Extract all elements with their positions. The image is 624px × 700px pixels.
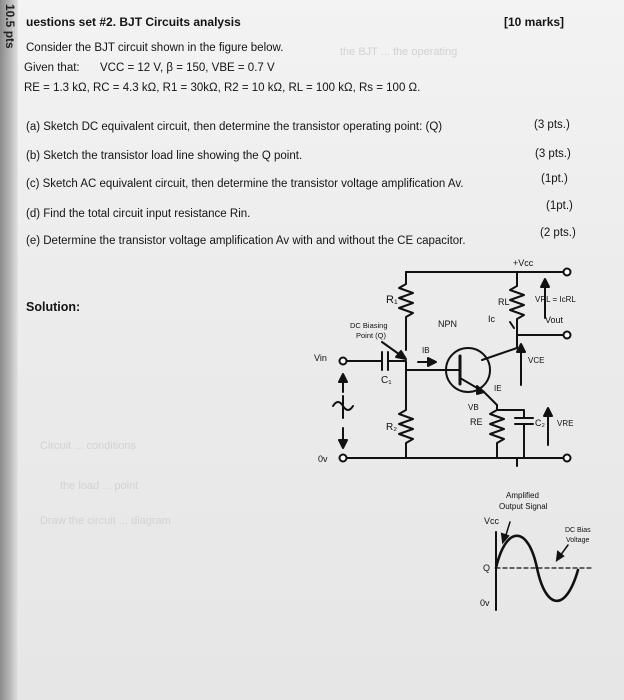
total-marks: [10 marks]	[504, 15, 565, 29]
waveform-q-label: Q	[483, 563, 491, 573]
ov-label: 0v	[318, 454, 328, 464]
ic-arrow	[510, 322, 514, 328]
edge-points-label: 10.5 pts	[3, 4, 17, 49]
question-a: (a) Sketch DC equivalent circuit, then determine the transistor operating point: (Q)	[26, 121, 443, 133]
intro-line: Consider the BJT circuit shown in the figure below.	[26, 42, 284, 54]
show-through-text: Circuit ... conditions	[40, 440, 136, 452]
question-set-title: uestions set #2. BJT Circuits analysis	[26, 15, 241, 29]
npn-label: NPN	[438, 319, 458, 329]
re-resistor	[490, 410, 504, 452]
c1-to-base-wire	[388, 361, 406, 370]
bjt-circuit-diagram	[300, 250, 624, 472]
dc-bias-label-1: DC Bias	[565, 527, 591, 534]
c2-top-wire	[497, 410, 524, 418]
re-label: RE	[470, 417, 483, 427]
waveform-zero-label: 0v	[480, 598, 490, 608]
vb-label: VB	[468, 403, 479, 412]
r2-resistor	[399, 370, 413, 452]
question-c: (c) Sketch AC equivalent circuit, then determine the transistor voltage amplification Av.	[26, 178, 464, 190]
show-through-text: the BJT ... the operating	[340, 46, 458, 58]
given-values: VCC = 12 V, β = 150, VBE = 0.7 V	[100, 62, 275, 74]
r1-resistor	[399, 272, 413, 350]
waveform-title-2: Output Signal	[499, 502, 548, 511]
ie-label: IE	[494, 384, 502, 393]
vce-label: VCE	[528, 356, 545, 365]
vout-terminal	[564, 332, 571, 339]
c2-label: C₂	[535, 418, 545, 428]
solution-heading: Solution:	[26, 300, 81, 314]
dc-bias-label-2: Voltage	[566, 537, 590, 544]
waveform-vcc-label: Vcc	[484, 516, 500, 526]
r2-label: R₂	[386, 422, 398, 433]
ic-label: Ic	[488, 314, 496, 324]
vin-terminal	[340, 358, 347, 365]
vcc-terminal	[564, 269, 571, 276]
question-e: (e) Determine the transistor voltage amplification Av with and without the CE capacitor.	[26, 235, 466, 247]
question-c-points: (1pt.)	[541, 173, 568, 185]
waveform-title-1: Amplified	[506, 491, 539, 500]
emitter-wire	[484, 392, 497, 410]
vrl-label: VRL = IcRL	[535, 295, 576, 304]
ground-terminal	[340, 455, 347, 462]
dc-biasing-label: DC Biasing	[350, 321, 388, 330]
show-through-text: Draw the circuit ... diagram	[40, 515, 171, 527]
vre-label: VRE	[557, 419, 574, 428]
collector-wire	[482, 335, 517, 360]
question-d: (d) Find the total circuit input resistance Rin.	[26, 208, 251, 220]
question-b: (b) Sketch the transistor load line showing the Q point.	[26, 150, 303, 162]
vcc-label: +Vcc	[513, 258, 534, 268]
page-edge-strip	[0, 0, 18, 700]
ground-terminal-right	[564, 455, 571, 462]
show-through-text: the load ... point	[60, 480, 139, 492]
vin-label: Vin	[314, 353, 327, 363]
given-resistor-values: RE = 1.3 kΩ, RC = 4.3 kΩ, R1 = 30kΩ, R2 = 10 kΩ, RL = 100 kΩ, Rs = 100 Ω.	[24, 82, 421, 94]
given-label: Given that:	[24, 62, 80, 74]
output-waveform-diagram	[470, 490, 610, 615]
c1-label: C₁	[381, 375, 392, 386]
question-a-points: (3 pts.)	[534, 119, 570, 131]
rl-label: RL	[498, 297, 510, 307]
r1-label: R₁	[386, 294, 398, 306]
ib-label: IB	[422, 346, 430, 355]
question-d-points: (1pt.)	[546, 200, 573, 212]
question-b-points: (3 pts.)	[535, 148, 571, 160]
vout-label: Vout	[545, 315, 564, 325]
question-e-points: (2 pts.)	[540, 227, 576, 239]
dc-point-label: Point (Q)	[356, 331, 387, 340]
